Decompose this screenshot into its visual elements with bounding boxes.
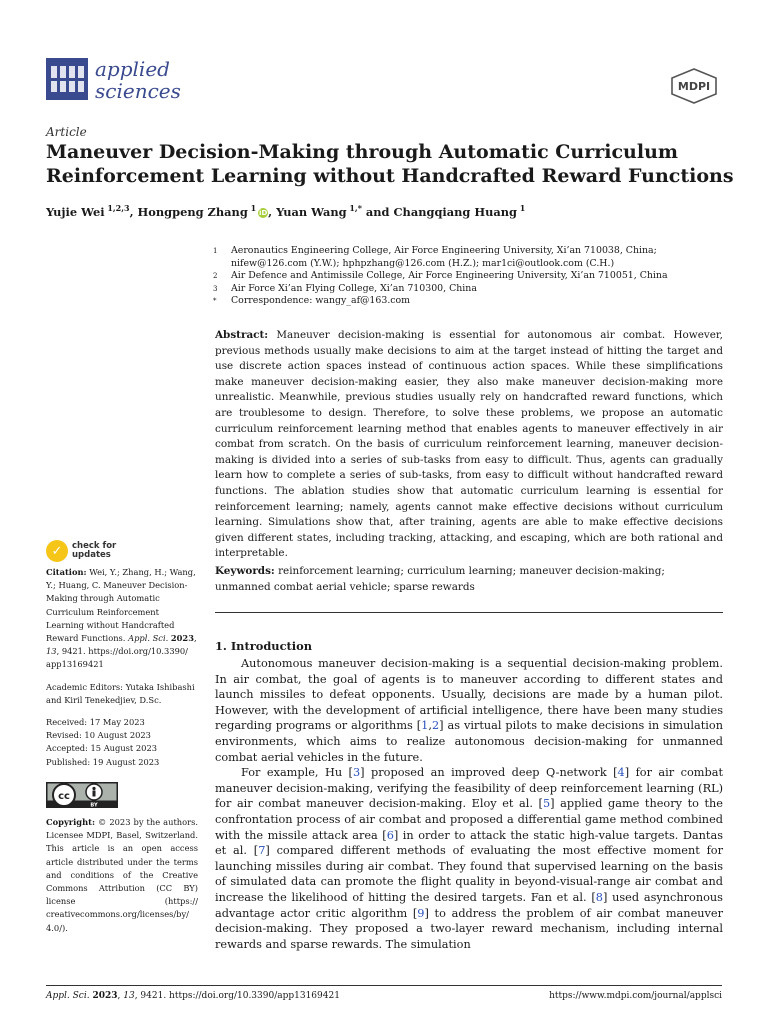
citation-link[interactable]: 8 bbox=[595, 890, 603, 904]
abstract bbox=[215, 328, 723, 562]
affiliation-number: 1 bbox=[213, 247, 218, 255]
citation-link[interactable]: 7 bbox=[258, 844, 266, 858]
footer-journal: Appl. Sci. bbox=[46, 991, 90, 1001]
publication-dates bbox=[46, 716, 198, 769]
check-line1: check for bbox=[72, 541, 117, 551]
paragraph-text: ] proposed an improved deep Q-network [ bbox=[360, 766, 618, 780]
body-paragraph bbox=[215, 765, 723, 952]
copyright-text: © 2023 by the authors. Licensee MDPI, Basel, Switzerland. This article is an open access article distributed under the terms and conditions of the Creative Commons Attribution (CC BY) license (https:// creativecommons.org/licenses/by/ 4.0/). bbox=[46, 817, 198, 933]
citation-journal: Appl. Sci. bbox=[128, 633, 169, 644]
author-name: Yuan Wang bbox=[276, 204, 347, 219]
citation: Citation: Wei, Y.; Zhang, H.; Wang, Y.; Huang, C. Maneuver Decision-Making through Automatic Curriculum Reinforcement Learning without Handcrafted Reward Functions. Appl. Sci. 2023, 13, 9421. https://doi.org/10.3390/ app13169421 bbox=[46, 567, 197, 670]
date-line: Accepted: 15 August 2023 bbox=[46, 743, 158, 754]
paragraph-text: ] in order to attack the static high-value targets. Dantas et al. [ bbox=[215, 828, 723, 858]
svg-text:BY: BY bbox=[90, 802, 98, 808]
article-type: Article bbox=[46, 125, 87, 139]
author-list bbox=[46, 203, 525, 219]
paragraph-text: Autonomous maneuver decision-making is a sequential decision-making problem. In air combat, the goal of agents is to maneuver according to different states and launch missiles to defeat opponents. Usually, decisions are made by a human pilot. However, with the development of artificial intelligence, there have been many studies regarding programs or algorithms [ bbox=[215, 657, 723, 733]
author-affiliation-sup: 1 bbox=[517, 203, 526, 213]
author-affiliation-sup: 1 bbox=[247, 203, 257, 213]
author-name: Hongpeng Zhang bbox=[137, 204, 248, 219]
affiliations bbox=[213, 245, 733, 308]
affiliation-text: Aeronautics Engineering College, Air Force Engineering University, Xi’an 710038, China; nifew@126.com (Y.W.); hphpzhang@126.com (H.Z.); mar1ci@outlook.com (C.H.) bbox=[231, 245, 657, 269]
body-text bbox=[215, 656, 723, 952]
author-separator: , bbox=[268, 204, 277, 219]
footer-doi-link[interactable]: , 9421. https://doi.org/10.3390/app13169421 bbox=[134, 991, 340, 1001]
check-line2: updates bbox=[72, 550, 111, 560]
abstract-label: Abstract: bbox=[215, 329, 269, 341]
keywords bbox=[215, 564, 723, 595]
citation-link[interactable]: 4 bbox=[617, 766, 625, 780]
affiliation-text: Air Defence and Antimissile College, Air Force Engineering University, Xi’an 710051, China bbox=[231, 270, 668, 281]
citation-link[interactable]: 9 bbox=[417, 906, 425, 920]
academic-editors: Academic Editors: Yutaka Ishibashi and Kiril Tenekedjiev, D.Sc. bbox=[46, 681, 195, 705]
citation-link[interactable]: 1 bbox=[421, 719, 429, 733]
cc-by-license-icon[interactable] bbox=[46, 782, 118, 808]
copyright-label: Copyright: bbox=[46, 817, 96, 828]
copyright bbox=[46, 816, 198, 935]
author-affiliation-sup: 1,* bbox=[346, 203, 362, 213]
citation-year: 2023 bbox=[170, 633, 194, 644]
footer-volume: 13 bbox=[123, 991, 135, 1001]
affiliation-item bbox=[213, 270, 733, 283]
affiliation-number: 2 bbox=[213, 272, 218, 280]
author-separator: , bbox=[129, 204, 138, 219]
citation-link[interactable]: 6 bbox=[386, 828, 394, 842]
keywords-text: reinforcement learning; curriculum learning; maneuver decision-making; unmanned combat aerial vehicle; sparse rewards bbox=[215, 565, 665, 593]
citation-link[interactable]: 2 bbox=[431, 719, 440, 733]
section-heading: 1. Introduction bbox=[215, 639, 312, 653]
paragraph-text: ] for air combat maneuver decision-making, verifying the feasibility of deep reinforcement learning (RL) for air combat maneuver decision-making. Eloy et al. [ bbox=[215, 766, 723, 811]
abstract-text: Maneuver decision-making is essential for autonomous air combat. However, previous methods usually make decisions to aim at the target instead of hitting the target and use discrete action spaces instead of continuous action spaces. While these simplifications make maneuver decision-making easier, they also make maneuver decision-making more unrealistic. Meanwhile, previous studies usually rely on handcrafted reward functions, which are troublesome to design. Therefore, to solve these problems, we propose an automatic curriculum reinforcement learning method that enables agents to maneuver effectively in air combat from scratch. On the basis of curriculum reinforcement learning, maneuver decision-making is divided into a series of sub-tasks from easy to difficult. Thus, agents can gradually learn how to complete a series of sub-tasks, from easy to difficult without handcrafted reward functions. The ablation studies show that automatic curriculum learning is essential for reinforcement learning; namely, agents cannot make effective decisions without curriculum learning. Simulations show that, after training, agents are able to make effective decisions given different states, including tracking, attacking, and escaping, which are both rational and interpretable. bbox=[215, 329, 723, 560]
affiliation-item bbox=[213, 245, 733, 270]
affiliation-text: Correspondence: wangy_af@163.com bbox=[231, 295, 411, 306]
journal-name-line2: sciences bbox=[95, 79, 181, 103]
footer-year: 2023 bbox=[92, 991, 118, 1001]
citation-link[interactable]: 5 bbox=[542, 797, 551, 811]
author-affiliation-sup: 1,2,3 bbox=[104, 203, 130, 213]
paragraph-text: ] used asynchronous advantage actor critic algorithm [ bbox=[215, 890, 723, 920]
citation-doi-link[interactable]: , 9421. https://doi.org/10.3390/ app13169421 bbox=[46, 646, 188, 670]
affiliation-text: Air Force Xi’an Flying College, Xi’an 710300, China bbox=[231, 282, 477, 294]
paragraph-text: ] compared different methods of evaluating the most effective moment for launching missiles during air combat. They found that supervised learning on the basis of simulated data can promote the flight quality in beyond-visual-range air combat and increase the likelihood of hitting the desired targets. Fan et al. [ bbox=[215, 844, 723, 904]
paragraph-text: ] applied game theory to the confrontation process of air combat and proposed a differential game method combined with the missile attack area [ bbox=[215, 797, 723, 842]
citation-label: Citation: bbox=[46, 567, 87, 577]
check-icon: ✓ bbox=[46, 540, 68, 562]
footer-citation: Appl. Sci. 2023, 13, 9421. https://doi.org/10.3390/app13169421 bbox=[46, 991, 340, 1001]
svg-text:cc: cc bbox=[58, 790, 70, 802]
citation-text: Wei, Y.; Zhang, H.; Wang, Y.; Huang, C. Maneuver Decision-Making through Automatic Curriculum Reinforcement Learning without Handcrafted Reward Functions. bbox=[46, 567, 196, 644]
body-paragraph bbox=[215, 656, 723, 765]
journal-name-line1: applied bbox=[95, 57, 170, 81]
paper-title: Maneuver Decision-Making through Automatic Curriculum Reinforcement Learning without Handcrafted Reward Functions bbox=[46, 141, 734, 187]
affiliation-item bbox=[213, 283, 733, 296]
journal-name bbox=[95, 58, 181, 102]
orcid-icon[interactable]: iD bbox=[259, 208, 268, 217]
citation-volume: 13 bbox=[46, 646, 57, 657]
affiliation-item bbox=[213, 295, 733, 308]
sidebar bbox=[46, 566, 198, 944]
publisher-logo-icon bbox=[670, 68, 718, 104]
affiliation-number: 3 bbox=[213, 284, 218, 293]
paragraph-text: ] to address the problem of air combat maneuver decision-making. They proposed a two-layer reward mechanism, including internal rewards and sparse rewards. The simulation bbox=[215, 906, 723, 951]
svg-text:MDPI: MDPI bbox=[677, 80, 711, 93]
author-separator: and bbox=[361, 204, 394, 219]
journal-logo bbox=[46, 58, 181, 102]
paragraph-text: , bbox=[428, 719, 432, 733]
date-line: Published: 19 August 2023 bbox=[46, 756, 160, 767]
citation-link[interactable]: 3 bbox=[352, 766, 361, 780]
footer-divider bbox=[46, 985, 722, 986]
footer-journal-url[interactable]: https://www.mdpi.com/journal/applsci bbox=[549, 991, 722, 1001]
journal-logo-icon bbox=[46, 58, 88, 100]
check-for-updates-button[interactable] bbox=[46, 540, 116, 562]
date-line: Revised: 10 August 2023 bbox=[46, 730, 151, 741]
keywords-label: Keywords: bbox=[215, 565, 275, 577]
paragraph-text: For example, Hu [ bbox=[241, 766, 353, 780]
paragraph-text: ] as virtual pilots to make decisions in simulation environments, which aims to realize autonomous decision-making for unmanned combat aerial vehicles in the future. bbox=[215, 719, 723, 764]
date-line: Received: 17 May 2023 bbox=[46, 717, 145, 728]
author-name: Yujie Wei bbox=[46, 204, 105, 219]
affiliation-number: * bbox=[213, 297, 217, 305]
section-divider bbox=[215, 612, 723, 613]
author-name: Changqiang Huang bbox=[393, 204, 517, 219]
